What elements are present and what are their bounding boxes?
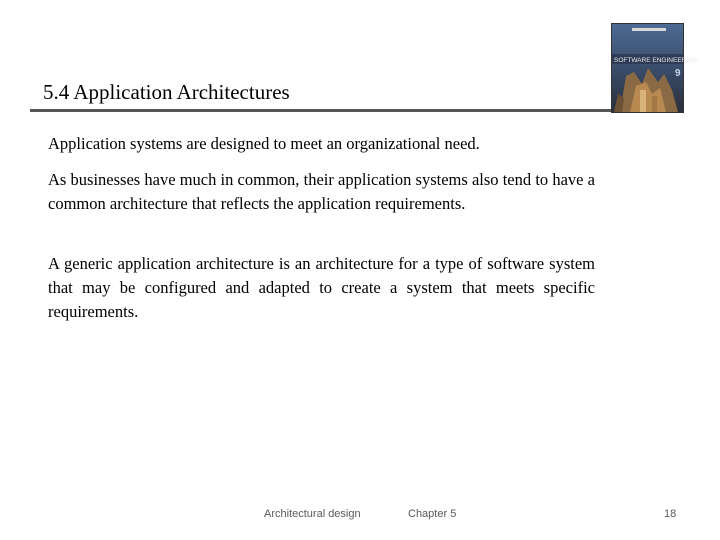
footer-chapter: Chapter 5 (408, 508, 457, 520)
body-paragraph-1: Application systems are designed to meet an organizational need. (48, 134, 480, 153)
footer-page-number: 18 (664, 508, 677, 520)
body-paragraph-3: A generic application architecture is an architecture for a type of software system that may be configured and adapted to create a system that meets specific requirements. (48, 254, 595, 321)
cover-edition-number: 9 (675, 68, 681, 79)
title-divider (30, 109, 682, 112)
body-paragraph-2: As businesses have much in common, their application systems also tend to have a common architecture that reflects the application requirements. (48, 170, 595, 213)
cover-title-text: SOFTWARE ENGINEERING (614, 57, 698, 64)
slide-title: 5.4 Application Architectures (43, 80, 290, 104)
book-cover-image (611, 23, 698, 113)
footer-topic: Architectural design (264, 508, 361, 520)
